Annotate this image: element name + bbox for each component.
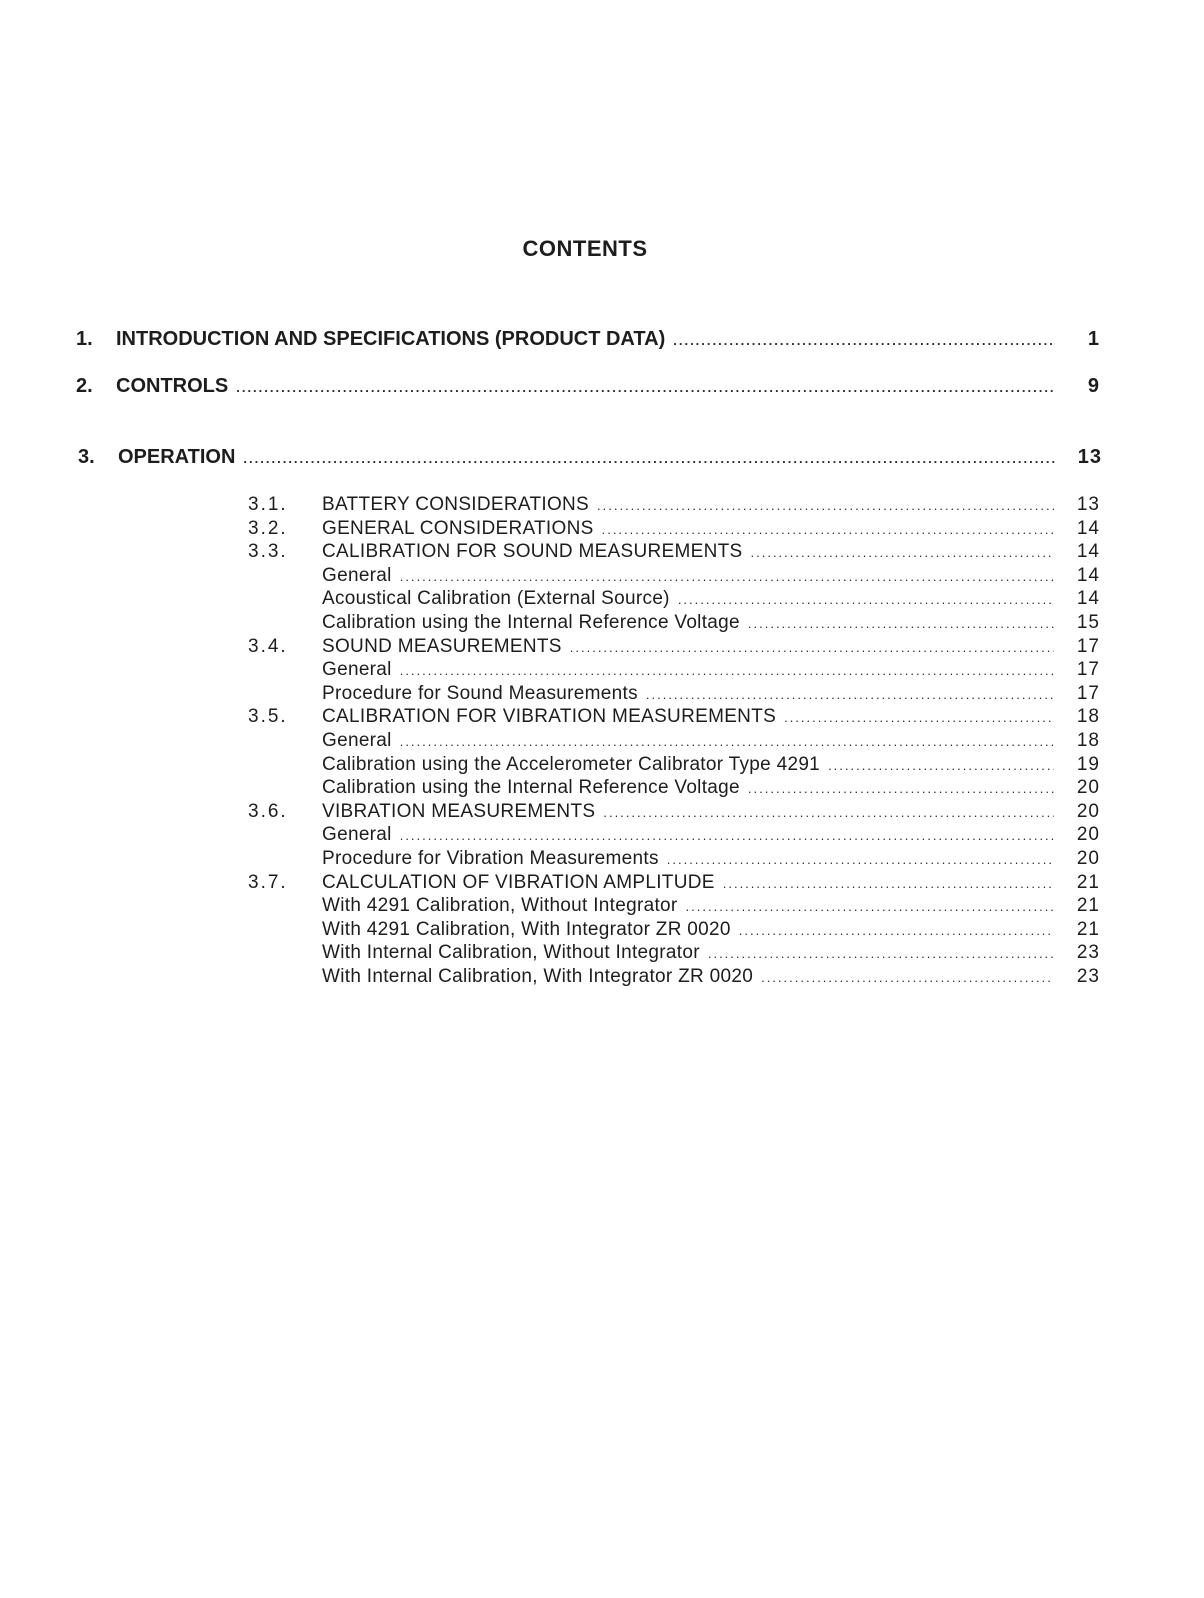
chapter-title: OPERATION	[118, 446, 236, 468]
dot-leader	[243, 451, 1056, 466]
toc-subsection[interactable]	[322, 659, 1100, 681]
dot-leader	[570, 640, 1054, 655]
page-number: 21	[1076, 871, 1100, 893]
section-title: VIBRATION MEASUREMENTS	[322, 800, 596, 822]
page-number: 20	[1076, 848, 1100, 869]
toc-subsection[interactable]	[322, 777, 1100, 799]
section-title: BATTERY CONSIDERATIONS	[322, 494, 590, 515]
section-number: 3.6.	[248, 800, 288, 822]
toc-subsection[interactable]	[322, 730, 1100, 752]
dot-leader	[597, 498, 1054, 513]
section-title: Acoustical Calibration (External Source)	[322, 588, 670, 610]
section-title: General	[322, 730, 392, 751]
dot-leader	[400, 828, 1054, 843]
section-number: 3.4.	[248, 635, 288, 657]
toc-subsection[interactable]	[322, 966, 1100, 988]
toc-subsection[interactable]	[322, 683, 1100, 705]
dot-leader	[678, 592, 1054, 607]
dot-leader	[602, 522, 1054, 537]
page-number: 13	[1076, 494, 1100, 515]
toc-subsection[interactable]	[322, 588, 1100, 610]
dot-leader	[784, 710, 1054, 725]
section-title: CALIBRATION FOR SOUND MEASUREMENTS	[322, 541, 743, 563]
chapter-number: 3.	[78, 446, 95, 468]
section-title: With 4291 Calibration, With Integrator ZR 0020	[322, 918, 731, 940]
toc-section[interactable]	[248, 871, 1100, 894]
section-title: Procedure for Sound Measurements	[322, 682, 638, 704]
page-number: 18	[1076, 706, 1100, 728]
dot-leader	[603, 805, 1054, 820]
toc-subsection[interactable]	[322, 919, 1100, 941]
dot-leader	[708, 946, 1054, 961]
page-number: 19	[1076, 753, 1100, 775]
page-number: 18	[1076, 730, 1100, 751]
page-number: 17	[1076, 659, 1100, 681]
page-number: 13	[1077, 446, 1102, 468]
chapter-number: 2.	[76, 375, 93, 397]
section-title: Calibration using the Internal Reference Voltage	[322, 612, 740, 633]
dot-leader	[400, 663, 1054, 678]
toc-subsection[interactable]	[322, 754, 1100, 776]
section-title: General	[322, 824, 392, 846]
section-title: General	[322, 659, 392, 681]
page-number: 20	[1076, 800, 1100, 822]
dot-leader	[739, 923, 1054, 938]
chapter-number: 1.	[76, 328, 93, 350]
section-title: With Internal Calibration, With Integrator ZR 0020	[322, 966, 754, 987]
section-title: Procedure for Vibration Measurements	[322, 848, 659, 869]
toc-subsection[interactable]	[322, 565, 1100, 587]
dot-leader	[828, 758, 1054, 773]
page-number: 17	[1076, 682, 1100, 704]
section-title: General	[322, 564, 392, 586]
toc-subsection[interactable]	[322, 942, 1100, 964]
dot-leader	[761, 970, 1054, 985]
section-title: With Internal Calibration, Without Integrator	[322, 942, 700, 964]
page-number: 23	[1076, 942, 1100, 964]
section-title: Calibration using the Accelerometer Calibrator Type 4291	[322, 753, 821, 775]
toc-section[interactable]	[248, 541, 1100, 563]
chapter-title: CONTROLS	[116, 375, 229, 397]
section-number: 3.2.	[248, 517, 288, 539]
section-number: 3.5.	[248, 706, 288, 728]
toc-chapter[interactable]	[78, 446, 1102, 469]
toc-subsection[interactable]	[322, 895, 1100, 917]
toc-section[interactable]	[248, 800, 1100, 823]
dot-leader	[723, 876, 1054, 891]
dot-leader	[686, 899, 1054, 914]
toc-subsection[interactable]	[322, 612, 1100, 634]
page-number: 21	[1076, 918, 1100, 940]
section-title: CALIBRATION FOR VIBRATION MEASUREMENTS	[322, 706, 777, 728]
toc-subsection[interactable]	[322, 848, 1100, 870]
section-title: With 4291 Calibration, Without Integrator	[322, 895, 678, 917]
toc-subsection[interactable]	[322, 824, 1100, 846]
page-number: 14	[1076, 517, 1100, 539]
page-number: 14	[1076, 541, 1100, 563]
toc-section[interactable]	[248, 494, 1100, 516]
page-number: 14	[1076, 564, 1100, 586]
section-title: Calibration using the Internal Reference Voltage	[322, 777, 740, 799]
page-number: 9	[1087, 375, 1100, 397]
dot-leader	[236, 380, 1054, 395]
page-number: 17	[1076, 635, 1100, 657]
toc-section[interactable]	[248, 517, 1100, 540]
page-number: 20	[1076, 824, 1100, 846]
section-title: CALCULATION OF VIBRATION AMPLITUDE	[322, 871, 715, 893]
toc-chapter[interactable]	[76, 375, 1100, 398]
page-number: 15	[1076, 612, 1100, 633]
page-number: 1	[1087, 328, 1100, 350]
dot-leader	[673, 333, 1054, 348]
toc-section[interactable]	[248, 706, 1100, 728]
page-title: CONTENTS	[522, 236, 648, 261]
section-title: SOUND MEASUREMENTS	[322, 635, 562, 657]
dot-leader	[667, 852, 1054, 867]
page-number: 14	[1076, 588, 1100, 610]
page-number: 21	[1076, 895, 1100, 917]
page-number: 20	[1076, 777, 1100, 799]
dot-leader	[400, 734, 1054, 749]
section-title: GENERAL CONSIDERATIONS	[322, 517, 594, 539]
page-number: 23	[1076, 966, 1100, 987]
section-number: 3.7.	[248, 871, 288, 893]
section-number: 3.3.	[248, 541, 288, 563]
dot-leader	[646, 687, 1054, 702]
chapter-title: INTRODUCTION AND SPECIFICATIONS (PRODUCT DATA)	[116, 328, 666, 350]
toc-chapter[interactable]	[76, 328, 1100, 351]
dot-leader	[748, 616, 1054, 631]
dot-leader	[748, 781, 1054, 796]
section-number: 3.1.	[248, 494, 288, 515]
toc-section[interactable]	[248, 635, 1100, 658]
dot-leader	[400, 569, 1054, 584]
dot-leader	[751, 545, 1055, 560]
